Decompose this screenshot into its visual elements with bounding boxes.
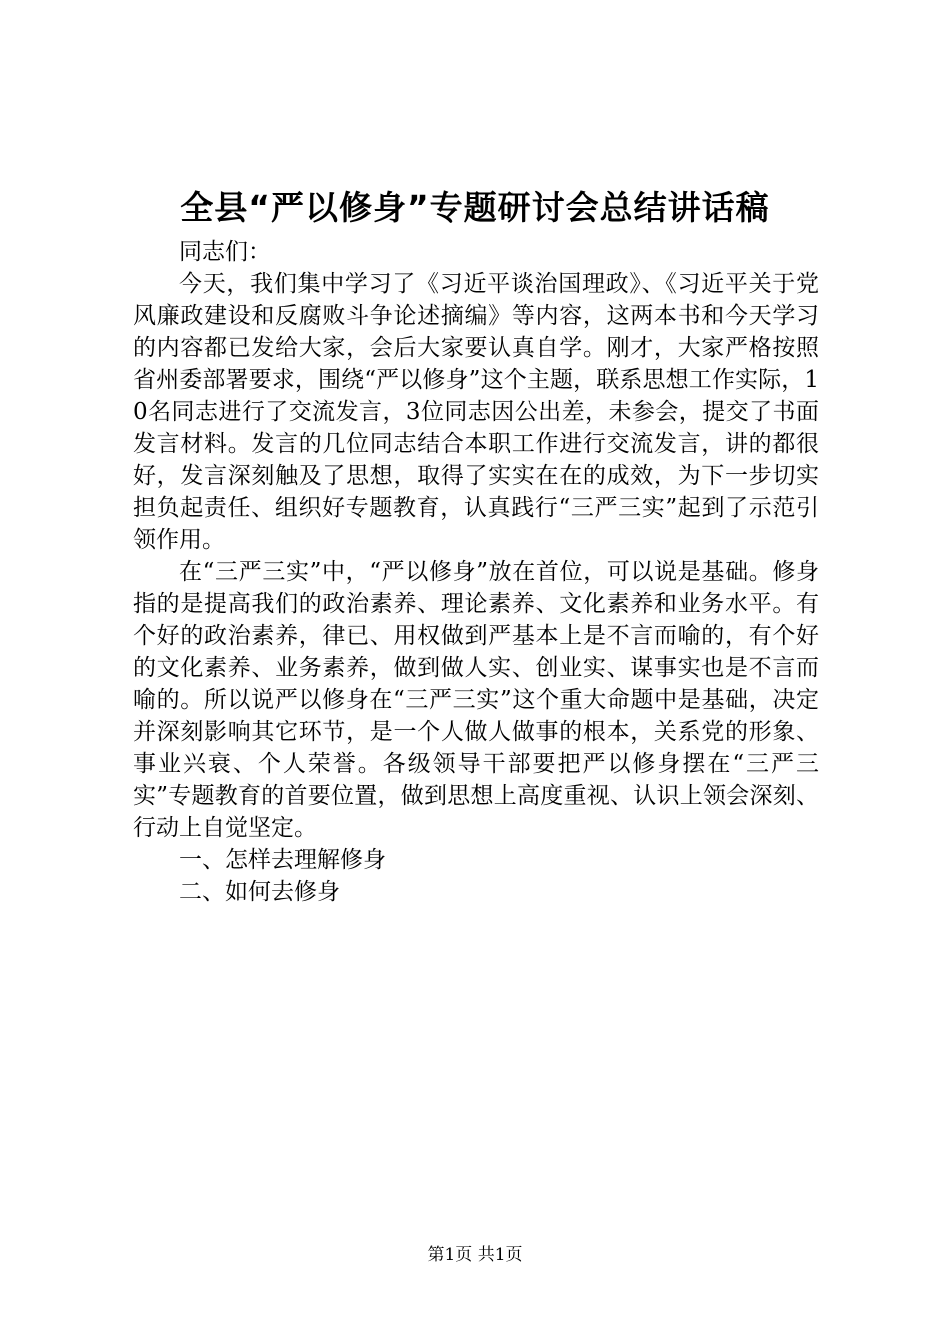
paragraph-2: 在“三严三实”中，“严以修身”放在首位，可以说是基础。修身指的是提高我们的政治素养、理论素养、文化素养和业务水平。有个好的政治素养，律已、用权做到严基本上是不言而喻的，有个好的文化素养、业务素养，做到做人实、创业实、谋事实也是不言而喻的。所以说严以修身在“三严三实”这个重大命题中是基础，决定并深刻影响其它环节，是一个人做人做事的根本，关系党的形象、事业兴衰、个人荣誉。各级领导干部要把严以修身摆在“三严三实”专题教育的首要位置，做到思想上高度重视、认识上领会深刻、行动上自觉坚定。 bbox=[133, 559, 819, 841]
section-heading-2: 二、如何去修身 bbox=[179, 879, 340, 905]
document-title: 全县“严以修身”专题研讨会总结讲话稿 bbox=[180, 188, 770, 227]
document-body bbox=[133, 236, 819, 908]
paragraph-1: 今天，我们集中学习了《习近平谈治国理政》、《习近平关于党风廉政建设和反腐败斗争论述摘编》等内容，这两本书和今天学习的内容都已发给大家，会后大家要认真自学。刚才，大家严格按照省州委部署要求，围绕“严以修身”这个主题，联系思想工作实际，10名同志进行了交流发言，3位同志因公出差，未参会，提交了书面发言材料。发言的几位同志结合本职工作进行交流发言，讲的都很好，发言深刻触及了思想，取得了实实在在的成效，为下一步切实担负起责任、组织好专题教育，认真践行“三严三实”起到了示范引领作用。 bbox=[133, 271, 819, 553]
greeting: 同志们： bbox=[179, 239, 271, 265]
page-indicator: 第1页 共1页 bbox=[427, 1245, 523, 1265]
section-heading-1: 一、怎样去理解修身 bbox=[179, 847, 386, 873]
